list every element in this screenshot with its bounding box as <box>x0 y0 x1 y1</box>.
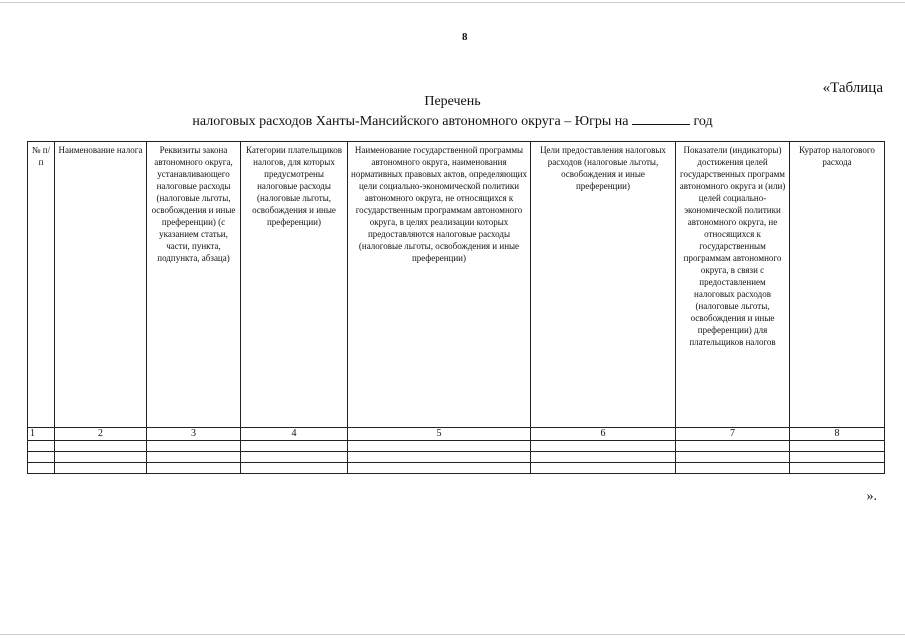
empty-cell <box>55 452 147 463</box>
empty-cell <box>28 463 55 474</box>
empty-cell <box>147 441 241 452</box>
empty-cell <box>241 463 348 474</box>
column-number: 6 <box>531 428 676 441</box>
empty-cell <box>147 452 241 463</box>
empty-cell <box>55 441 147 452</box>
header-goals: Цели предоставления налоговых расходов (налоговые льготы, освобождения и иные преференции) <box>531 142 676 428</box>
tax-expenditures-table <box>27 141 885 474</box>
header-taxpayer-categories: Категории плательщиков налогов, для которых предусмотрены налоговые расходы (налоговые льготы, освобождения и иные преференции) <box>241 142 348 428</box>
empty-cell <box>55 463 147 474</box>
table-empty-row <box>28 463 885 474</box>
page-number: 8 <box>462 31 468 43</box>
scan-edge-top <box>0 2 905 3</box>
empty-cell <box>348 463 531 474</box>
year-blank-field <box>632 112 690 125</box>
header-state-program: Наименование государственной программы автономного округа, наименования нормативных правовых актов, определяющих цели социально-экономической политики автономного округа, не относящихся к государственным программам автономного округа, в целях реализации которых предоставляются налоговые расходы (налоговые льготы, освобождения и иные преференции) <box>348 142 531 428</box>
column-number-row <box>28 428 885 441</box>
column-number: 5 <box>348 428 531 441</box>
empty-cell <box>28 452 55 463</box>
table-header-row <box>28 142 885 428</box>
document-subtitle <box>0 112 905 130</box>
empty-cell <box>676 452 790 463</box>
scan-edge-bottom <box>0 634 905 635</box>
empty-cell <box>531 463 676 474</box>
closing-quote-mark: ». <box>866 489 877 504</box>
empty-cell <box>676 441 790 452</box>
empty-cell <box>348 452 531 463</box>
empty-cell <box>676 463 790 474</box>
header-law-details: Реквизиты закона автономного округа, устанавливающего налоговые расходы (налоговые льготы, освобождения и иные преференции) (с указанием статьи, части, пункта, подпункта, абзаца) <box>147 142 241 428</box>
subtitle-text: налоговых расходов Ханты-Мансийского автономного округа – Югры на <box>192 114 629 129</box>
header-number: № п/п <box>28 142 55 428</box>
column-number: 1 <box>28 428 55 441</box>
column-number: 2 <box>55 428 147 441</box>
empty-cell <box>790 441 885 452</box>
subtitle-year-word: год <box>693 114 713 129</box>
empty-cell <box>28 441 55 452</box>
table-empty-row <box>28 441 885 452</box>
header-curator: Куратор налогового расхода <box>790 142 885 428</box>
empty-cell <box>241 452 348 463</box>
empty-cell <box>241 441 348 452</box>
document-title: Перечень <box>424 94 481 109</box>
column-number: 7 <box>676 428 790 441</box>
empty-cell <box>790 463 885 474</box>
empty-cell <box>790 452 885 463</box>
column-number: 8 <box>790 428 885 441</box>
header-indicators: Показатели (индикаторы) достижения целей государственных программ автономного округа и (или) целей социально-экономической политики автономного округа, не относящихся к государственным программам автономного округа, в связи с предоставлением налоговых расходов (налоговые льготы, освобождения и иные преференции) для плательщиков налогов <box>676 142 790 428</box>
table-caption: «Таблица <box>822 80 883 96</box>
empty-cell <box>531 441 676 452</box>
table-empty-row <box>28 452 885 463</box>
empty-cell <box>348 441 531 452</box>
empty-cell <box>147 463 241 474</box>
column-number: 4 <box>241 428 348 441</box>
column-number: 3 <box>147 428 241 441</box>
empty-cell <box>531 452 676 463</box>
header-tax-name: Наименование налога <box>55 142 147 428</box>
